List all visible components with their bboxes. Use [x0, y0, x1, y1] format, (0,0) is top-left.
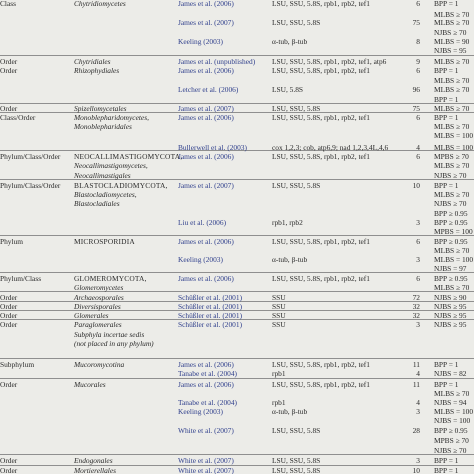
genes-cell: LSU, SSU, 5.8S	[272, 104, 321, 113]
taxa-count-cell: 32	[412, 302, 420, 311]
support-cell: BPP = 1	[434, 380, 459, 389]
support-cell: MPBS ≥ 70	[434, 152, 469, 161]
rank-cell: Phylum/Class/Order	[0, 152, 61, 161]
taxon-cell: Diversisporales	[74, 302, 121, 311]
taxa-count-cell: 6	[416, 237, 420, 246]
support-cell: MPBS ≥ 70	[434, 436, 469, 445]
taxon-cell: Neocallimastigales	[74, 171, 131, 180]
support-cell: MLBS ≥ 70	[434, 57, 470, 66]
taxa-count-cell: 11	[412, 360, 420, 369]
genes-cell: α-tub, β-tub	[272, 37, 308, 46]
reference-link[interactable]: James et al. (2007)	[178, 18, 234, 27]
support-cell: BPP = 1	[434, 66, 459, 75]
taxon-cell: MICROSPORIDIA	[74, 237, 135, 246]
taxa-count-cell: 3	[416, 456, 420, 465]
rank-cell: Order	[0, 466, 18, 474]
rank-cell: Order	[0, 456, 18, 465]
genes-cell: SSU	[272, 302, 286, 311]
genes-cell: SSU	[272, 311, 286, 320]
taxon-cell: Monoblepharidales	[74, 122, 132, 131]
support-cell: MLBS = 100	[434, 407, 474, 416]
support-cell: MLBS = 100	[434, 143, 474, 152]
rank-cell: Phylum	[0, 237, 23, 246]
reference-link[interactable]: Schüßler et al. (2001)	[178, 293, 243, 302]
taxon-cell: Glomeromycetes	[74, 283, 124, 292]
reference-link[interactable]: James et al. (2006)	[178, 360, 234, 369]
table-rule	[0, 179, 474, 180]
support-cell: NJBS = 97	[434, 264, 467, 273]
table-rule	[0, 235, 474, 236]
taxa-count-cell: 6	[416, 113, 420, 122]
genes-cell: LSU, SSU, 5.8S	[272, 426, 321, 435]
genes-cell: LSU, SSU, 5.8S, rpb1, rpb2, tef1	[272, 274, 370, 283]
taxa-count-cell: 3	[416, 407, 420, 416]
support-cell: NJBS ≥ 95	[434, 311, 467, 320]
taxa-count-cell: 6	[416, 0, 420, 8]
support-cell: BPP ≥ 0.95	[434, 274, 468, 283]
reference-link[interactable]: Tanabe et al. (2004)	[178, 369, 237, 378]
reference-link[interactable]: Keeling (2003)	[178, 37, 223, 46]
reference-link[interactable]: Keeling (2003)	[178, 255, 223, 264]
genes-cell: LSU, SSU, 5.8S, rpb1, rpb2, tef1	[272, 113, 370, 122]
reference-link[interactable]: Schüßler et al. (2001)	[178, 302, 243, 311]
genes-cell: LSU, SSU, 5.8S, rpb1, rpb2, tef1	[272, 237, 370, 246]
genes-cell: α-tub, β-tub	[272, 255, 308, 264]
reference-link[interactable]: James et al. (unpublished)	[178, 57, 256, 66]
support-cell: BPP = 1	[434, 113, 459, 122]
reference-link[interactable]: James et al. (2007)	[178, 104, 234, 113]
genes-cell: LSU, 5.8S	[272, 85, 304, 94]
table-rule	[0, 378, 474, 379]
reference-link[interactable]: Tanabe et al. (2004)	[178, 398, 237, 407]
reference-link[interactable]: White et al. (2007)	[178, 426, 234, 435]
taxon-cell: Endogonales	[74, 456, 113, 465]
support-cell: MLBS ≥ 70	[434, 283, 470, 292]
taxon-cell: Spizellomycetales	[74, 104, 127, 113]
rank-cell: Phylum/Class	[0, 274, 42, 283]
reference-link[interactable]: Liu et al. (2006)	[178, 218, 227, 227]
genes-cell: rpb1, rpb2	[272, 218, 303, 227]
taxon-cell: Mucorales	[74, 380, 106, 389]
rank-cell: Order	[0, 57, 18, 66]
taxa-count-cell: 6	[416, 66, 420, 75]
taxa-count-cell: 3	[416, 218, 420, 227]
taxa-count-cell: 3	[416, 320, 420, 329]
reference-link[interactable]: Schüßler et al. (2001)	[178, 311, 243, 320]
reference-link[interactable]: Schüßler et al. (2001)	[178, 320, 243, 329]
support-cell: BPP = 1	[434, 95, 459, 104]
reference-link[interactable]: White et al. (2007)	[178, 466, 234, 474]
taxon-cell: Rhizophydiales	[74, 66, 120, 75]
rank-cell: Order	[0, 66, 18, 75]
support-cell: MLBS ≥ 70	[434, 18, 470, 27]
genes-cell: LSU, SSU, 5.8S, rpb1, rpb2, tef1	[272, 0, 370, 8]
taxon-cell: Neocallimastigomycetes,	[74, 161, 148, 170]
taxon-cell: (not placed in any phylum)	[74, 339, 154, 348]
support-cell: NJBS ≥ 70	[434, 28, 467, 37]
taxa-count-cell: 10	[412, 466, 420, 474]
genes-cell: rpb1	[272, 369, 286, 378]
reference-link[interactable]: James et al. (2006)	[178, 380, 234, 389]
reference-link[interactable]: James et al. (2006)	[178, 237, 234, 246]
genes-cell: LSU, SSU, 5.8S, rpb1, rpb2, tef1, atp6	[272, 57, 387, 66]
rank-cell: Order	[0, 320, 18, 329]
taxa-count-cell: 9	[416, 57, 420, 66]
taxon-cell: Chytridiomycetes	[74, 0, 126, 8]
genes-cell: LSU, SSU, 5.8S	[272, 181, 321, 190]
genes-cell: LSU, SSU, 5.8S	[272, 456, 321, 465]
support-cell: MLBS ≥ 70	[434, 85, 470, 94]
support-cell: NJBS ≥ 70	[434, 171, 467, 180]
support-cell: MLBS = 100	[434, 131, 474, 140]
rank-cell: Class	[0, 0, 17, 8]
taxon-cell: NEOCALLIMASTIGOMYCOTA,	[74, 152, 183, 161]
taxa-count-cell: 28	[412, 426, 420, 435]
taxon-cell: Glomerales	[74, 311, 109, 320]
taxa-count-cell: 72	[412, 293, 420, 302]
rank-cell: Order	[0, 104, 18, 113]
support-cell: BPP ≥ 0.95	[434, 426, 468, 435]
rank-cell: Phylum/Class/Order	[0, 181, 61, 190]
reference-link[interactable]: James et al. (2007)	[178, 181, 234, 190]
reference-link[interactable]: Letcher et al. (2006)	[178, 85, 239, 94]
support-cell: NJBS ≥ 95	[434, 320, 467, 329]
support-cell: BPP = 1	[434, 466, 459, 474]
taxa-count-cell: 6	[416, 152, 420, 161]
support-cell: BPP ≥ 0.95	[434, 218, 468, 227]
rank-cell: Order	[0, 293, 18, 302]
taxon-cell: Monoblepharidomycetes,	[74, 113, 149, 122]
reference-link[interactable]: James et al. (2006)	[178, 274, 234, 283]
genes-cell: LSU, SSU, 5.8S	[272, 466, 321, 474]
table-rule	[0, 291, 474, 292]
support-cell: NJBS = 82	[434, 369, 467, 378]
support-cell: BPP ≥ 0.95	[434, 209, 468, 218]
taxa-count-cell: 10	[412, 181, 420, 190]
taxon-cell: Paraglomerales	[74, 320, 122, 329]
support-cell: NJBS = 94	[434, 398, 467, 407]
taxa-count-cell: 4	[416, 369, 420, 378]
rank-cell: Order	[0, 380, 18, 389]
genes-cell: LSU, SSU, 5.8S, rpb1, rpb2, tef1	[272, 152, 370, 161]
reference-link[interactable]: White et al. (2007)	[178, 456, 234, 465]
support-cell: BPP ≥ 0.95	[434, 237, 468, 246]
taxon-cell: Blastocladiales	[74, 199, 120, 208]
genes-cell: LSU, SSU, 5.8S, rpb1, rpb2, tef1	[272, 66, 370, 75]
taxa-count-cell: 4	[416, 398, 420, 407]
genes-cell: SSU	[272, 293, 286, 302]
support-cell: BPP = 1	[434, 360, 459, 369]
reference-link[interactable]: James et al. (2006)	[178, 113, 234, 122]
taxa-count-cell: 96	[412, 85, 420, 94]
support-cell: NJBS ≥ 95	[434, 302, 467, 311]
rank-cell: Class/Order	[0, 113, 36, 122]
support-cell: MLBS ≥ 70	[434, 104, 470, 113]
support-cell: MLBS ≥ 70	[434, 190, 470, 199]
support-cell: NJBS ≥ 90	[434, 293, 467, 302]
reference-link[interactable]: James et al. (2006)	[178, 152, 234, 161]
support-cell: NJBS ≥ 70	[434, 199, 467, 208]
taxa-count-cell: 11	[412, 380, 420, 389]
genes-cell: SSU	[272, 320, 286, 329]
genes-cell: α-tub, β-tub	[272, 407, 308, 416]
support-cell: MLBS ≥ 70	[434, 10, 470, 19]
reference-link[interactable]: James et al. (2006)	[178, 66, 234, 75]
support-cell: NJBS = 95	[434, 46, 467, 55]
rank-cell: Order	[0, 311, 18, 320]
taxa-count-cell: 3	[416, 255, 420, 264]
taxa-count-cell: 32	[412, 311, 420, 320]
table-rule	[0, 358, 474, 359]
support-cell: MLBS ≥ 70	[434, 76, 470, 85]
reference-link[interactable]: Bullerwell et al. (2003)	[178, 143, 247, 152]
genes-cell: rpb1	[272, 398, 286, 407]
support-cell: NJBS = 100	[434, 416, 471, 425]
taxon-cell: Blastocladiomycetes,	[74, 190, 137, 199]
taxon-cell: Mortierellales	[74, 466, 117, 474]
rank-cell: Subphylum	[0, 360, 35, 369]
reference-link[interactable]: James et al. (2006)	[178, 0, 234, 8]
support-cell: MPBS = 100	[434, 227, 473, 236]
genes-cell: LSU, SSU, 5.8S, rpb1, rpb2, tef1	[272, 360, 370, 369]
taxa-count-cell: 6	[416, 274, 420, 283]
support-cell: BPP = 1	[434, 456, 459, 465]
reference-link[interactable]: Keeling (2003)	[178, 407, 223, 416]
support-cell: BPP = 1	[434, 0, 459, 8]
taxon-cell: BLASTOCLADIOMYCOTA,	[74, 181, 168, 190]
taxa-count-cell: 4	[416, 143, 420, 152]
genes-cell: cox 1,2,3; cob, atp6,9; nad 1,2,3,4L,4,6	[272, 143, 389, 152]
taxa-count-cell: 75	[412, 18, 420, 27]
table-rule	[0, 272, 474, 273]
taxon-cell: Chytridiales	[74, 57, 111, 66]
support-cell: MLBS ≥ 70	[434, 161, 470, 170]
support-cell: MLBS ≥ 70	[434, 122, 470, 131]
support-cell: NJBS ≥ 70	[434, 446, 467, 455]
genes-cell: LSU, SSU, 5.8S, rpb1, rpb2, tef1	[272, 380, 370, 389]
table-rule	[0, 55, 474, 56]
support-cell: MLBS ≥ 70	[434, 389, 470, 398]
support-cell: MLBS ≥ 70	[434, 246, 470, 255]
support-cell: MLBS = 90	[434, 37, 470, 46]
rank-cell: Order	[0, 302, 18, 311]
taxa-count-cell: 75	[412, 104, 420, 113]
table-rule	[0, 454, 474, 455]
taxon-cell: GLOMEROMYCOTA,	[74, 274, 147, 283]
taxon-cell: Archaeosporales	[74, 293, 124, 302]
support-cell: BPP = 1	[434, 181, 459, 190]
taxa-count-cell: 8	[416, 37, 420, 46]
genes-cell: LSU, SSU, 5.8S	[272, 18, 321, 27]
taxon-cell: Subphyla incertae sedis	[74, 330, 145, 339]
support-cell: MLBS = 100	[434, 255, 474, 264]
taxon-cell: Mucoromycotina	[74, 360, 125, 369]
